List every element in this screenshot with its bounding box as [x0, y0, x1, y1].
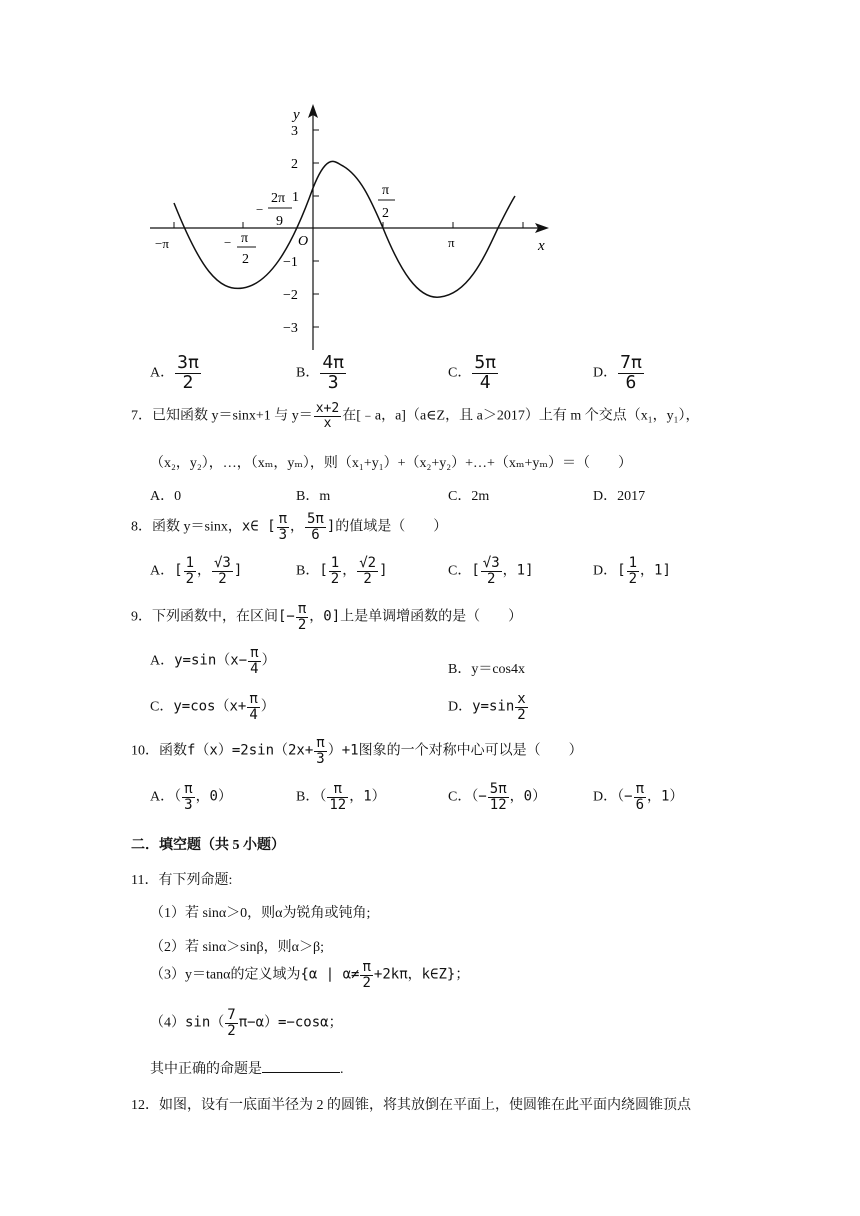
q8-option-d[interactable]: D．[ $\frac{1}{2}$ ，1] — [593, 555, 671, 587]
q10-stem: 10．函数f（x）=2sin（2x+ $\frac{\pi}{3}$ ）+1图象的一个对称中心可以是（ ） — [131, 735, 583, 767]
svg-text:2: 2 — [242, 252, 249, 267]
q11-statement-1: （1）若 sinα＞0，则α为锐角或钝角; — [150, 906, 371, 921]
q9-stem: 9．下列函数中，在区间[− $\frac{\pi}{2}$ ，0]上是单调增函数的是（ ） — [131, 601, 523, 633]
y-tick-2: 2 — [291, 157, 298, 172]
svg-text:2: 2 — [382, 206, 389, 221]
svg-text:−: − — [224, 235, 232, 250]
y-tick-neg2: −2 — [283, 288, 298, 303]
q6-option-c[interactable]: C． $\frac{5\pi}{4}$ — [448, 352, 497, 393]
q9-option-c[interactable]: C．y=cos（x+ $\frac{\pi}{4}$ ） — [150, 691, 275, 723]
y-tick-neg3: −3 — [283, 321, 298, 336]
svg-text:π: π — [382, 183, 390, 198]
q10-option-d[interactable]: D．（− $\frac{\pi}{6}$ ，1） — [593, 781, 684, 813]
x-tick-neg-pi: −π — [155, 236, 169, 251]
q9-option-d[interactable]: D．y=sin $\frac{x}{2}$ — [448, 691, 526, 723]
y-tick-neg1: −1 — [283, 255, 298, 270]
sine-graph — [140, 96, 560, 356]
svg-text:−: − — [256, 202, 264, 217]
q7-option-c[interactable]: C．2m — [448, 489, 490, 504]
q6-option-a[interactable]: A． $\frac{3\pi}{2}$ — [150, 352, 199, 393]
svg-text:π: π — [241, 231, 249, 246]
origin-label: O — [298, 234, 309, 249]
svg-text:2π: 2π — [271, 191, 286, 206]
y-tick-3: 3 — [291, 124, 298, 139]
x-axis-label: x — [538, 238, 545, 254]
q7-option-d[interactable]: D．2017 — [593, 489, 646, 504]
x-tick-neg-pi-half — [224, 231, 256, 267]
q11-answer-blank[interactable] — [262, 1060, 340, 1073]
q10-option-c[interactable]: C．（− $\frac{5\pi}{12}$ ，0） — [448, 781, 547, 813]
q10-option-b[interactable]: B．（ $\frac{\pi}{12}$ ，1） — [296, 781, 386, 813]
q9-option-b[interactable]: B．y＝cos4x — [448, 662, 525, 677]
x-tick-pi: π — [448, 235, 455, 250]
q6-option-b[interactable]: B． $\frac{4\pi}{3}$ — [296, 352, 345, 393]
q11-title: 11．有下列命题: — [131, 873, 233, 888]
q7-option-b[interactable]: B．m — [296, 489, 331, 504]
x-tick-neg-2pi-9 — [256, 191, 292, 229]
q11-statement-2: （2）若 sinα＞sinβ，则α＞β; — [150, 940, 324, 955]
y-tick-1: 1 — [292, 190, 299, 205]
q6-option-d[interactable]: D． $\frac{7\pi}{6}$ — [593, 352, 642, 393]
section-heading: 二．填空题（共 5 小题） — [131, 838, 285, 853]
q11-answer-line: 其中正确的命题是 . — [150, 1062, 344, 1077]
q11-statement-4: （4）sin（ $\frac{7}{2}$ π−α）=−cosα； — [150, 1007, 343, 1039]
svg-text:9: 9 — [276, 214, 283, 229]
q9-option-a[interactable]: A．y=sin（x− $\frac{\pi}{4}$ ） — [150, 645, 276, 677]
q8-option-b[interactable]: B．[ $\frac{1}{2}$ ， $\frac{√2}{2}$ ] — [296, 555, 388, 587]
q11-statement-3: （3）y＝tanα的定义域为{α | α≠ $\frac{\pi}{2}$ +2kπ，k∈Z}； — [150, 959, 470, 991]
y-axis-label: y — [293, 107, 300, 123]
q8-option-a[interactable]: A．[ $\frac{1}{2}$ ， $\frac{√3}{2}$ ] — [150, 555, 243, 587]
q7-stem-line2: （x₂，y₂），…，（xₘ，yₘ），则（x₁+y₁）+（x₂+y₂）+…+（xₘ+yₘ）＝（ ） — [150, 456, 633, 471]
q8-option-c[interactable]: C．[ $\frac{√3}{2}$ ，1] — [448, 555, 534, 587]
sine-curve — [174, 161, 515, 297]
q8-stem: 8．函数 y＝sinx，x∈ [ $\frac{\pi}{3}$ ， $\frac{5\pi}{6}$ ]的值域是（ ） — [131, 511, 448, 543]
x-tick-pi-half — [378, 183, 395, 221]
q7-stem: 7．已知函数 y＝sinx+1 与 y＝ $\frac{x+2}{x}$ 在[﹣a，a]（a∈Z，且 a＞2017）上有 m 个交点（x₁，y₁）， — [131, 401, 700, 431]
q12-stem: 12．如图，设有一底面半径为 2 的圆锥，将其放倒在平面上，使圆锥在此平面内绕圆锥顶点 — [131, 1098, 691, 1113]
q10-option-a[interactable]: A．（ $\frac{\pi}{3}$ ，0） — [150, 781, 232, 813]
q7-option-a[interactable]: A．0 — [150, 489, 182, 504]
